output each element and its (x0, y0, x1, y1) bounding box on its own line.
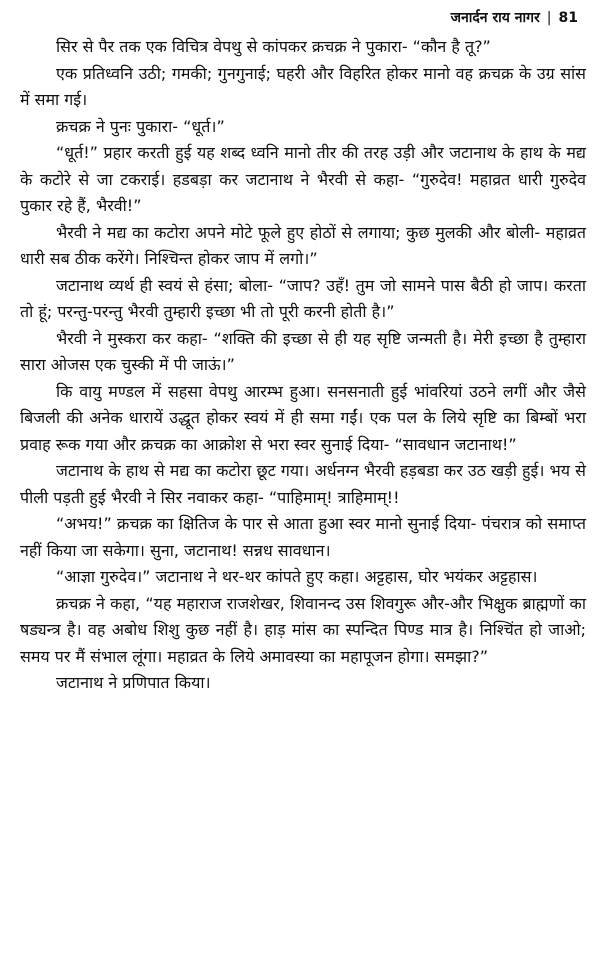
paragraph: क्रचक्र ने कहा, “यह महाराज राजशेखर, शिवानन्द उस शिवगुरू और-और भिक्षुक ब्राह्मणों का षड्यन्त्र है। वह अबोध शिशु कुछ नहीं है। हाड़ मांस का स्पन्दित पिण्ड मात्र है। निश्चिंत हो जाओ; समय पर मैं संभाल लूंगा। महाव्रत के लिये अमावस्या का महापूजन होगा। समझा?” (20, 593, 586, 666)
paragraph: “आज्ञा गुरुदेव।” जटानाथ ने थर-थर कांपते हुए कहा। अट्टहास, घोर भयंकर अट्टहास। (56, 567, 538, 586)
paragraph: “अभय!” क्रचक्र का क्षितिज के पार से आता हुआ स्वर मानो सुनाई दिया- पंचरात्र को समाप्त नहीं किया जा सकेगा। सुना, जटानाथ! सन्नध सावधान। (20, 514, 586, 560)
paragraph: एक प्रतिध्वनि उठी; गमकी; गुनगुनाई; घहरी और विहरित होकर मानो वह क्रचक्र के उग्र सांस में समा गई। (20, 63, 586, 109)
body-text (20, 34, 586, 697)
paragraph: क्रचक्र ने पुनः पुकारा- “धूर्त।” (56, 116, 225, 136)
paragraph: जटानाथ व्यर्थ ही स्वयं से हंसा; बोला- “जाप? उहँ! तुम जो सामने पास बैठी हो जाप। करता तो हूं; परन्तु-परन्तु भैरवी तुम्हारी इच्छा भी तो पूरी करनी होती है।” (20, 275, 586, 321)
paragraph: “धूर्त!” प्रहार करती हुई यह शब्द ध्वनि मानो तीर की तरह उड़ी और जटानाथ के हाथ के मद्य के कटोरे से जा टकराई। हडबड़ा कर जटानाथ ने भैरवी से कहा- “गुरुदेव! महाव्रत धारी गुरुदेव पुकार रहे हैं, भैरवी!” (20, 143, 586, 215)
paragraph: जटानाथ ने प्रणिपात किया। (56, 673, 211, 692)
running-title: जनार्दन राय नागर (450, 10, 540, 26)
paragraph: कि वायु मण्डल में सहसा वेपथु आरम्भ हुआ। सनसनाती हुई भांवरियां उठने लगीं और जैसे बिजली की अनेक धारायें उद्धूत होकर स्वयं में ही समा गईं। एक पल के लिये सृष्टि का बिम्बों भरा प्रवाह रूक गया और क्रचक्र का आक्रोश से भरा स्वर सुनाई दिया- “सावधान जटानाथ!” (20, 381, 586, 454)
paragraph: सिर से पैर तक एक विचित्र वेपथु से कांपकर क्रचक्र ने पुकारा- “कौन है तू?” (56, 37, 491, 56)
header-separator: | (546, 9, 552, 26)
paragraph: जटानाथ के हाथ से मद्य का कटोरा छूट गया। अर्धनग्न भैरवी हड़बडा कर उठ खड़ी हुई। भय से पीली पड़ती हुई भैरवी ने सिर नवाकर कहा- “पाहिमाम्! त्राहिमाम्!! (20, 461, 586, 507)
paragraph: भैरवी ने मद्य का कटोरा अपने मोटे फूले हुए होठों से लगाया; कुछ मुलकी और बोली- महाव्रत धारी सब ठीक करेंगे। निश्चिन्त होकर जाप में लगो।” (20, 222, 586, 268)
paragraph: भैरवी ने मुस्करा कर कहा- “शक्ति की इच्छा से ही यह सृष्टि जन्मती है। मेरी इच्छा है तुम्हारा सारा ओजस एक चुस्की में पी जाऊं।” (20, 328, 586, 374)
running-header (451, 8, 578, 27)
page-number: 81 (558, 9, 578, 26)
